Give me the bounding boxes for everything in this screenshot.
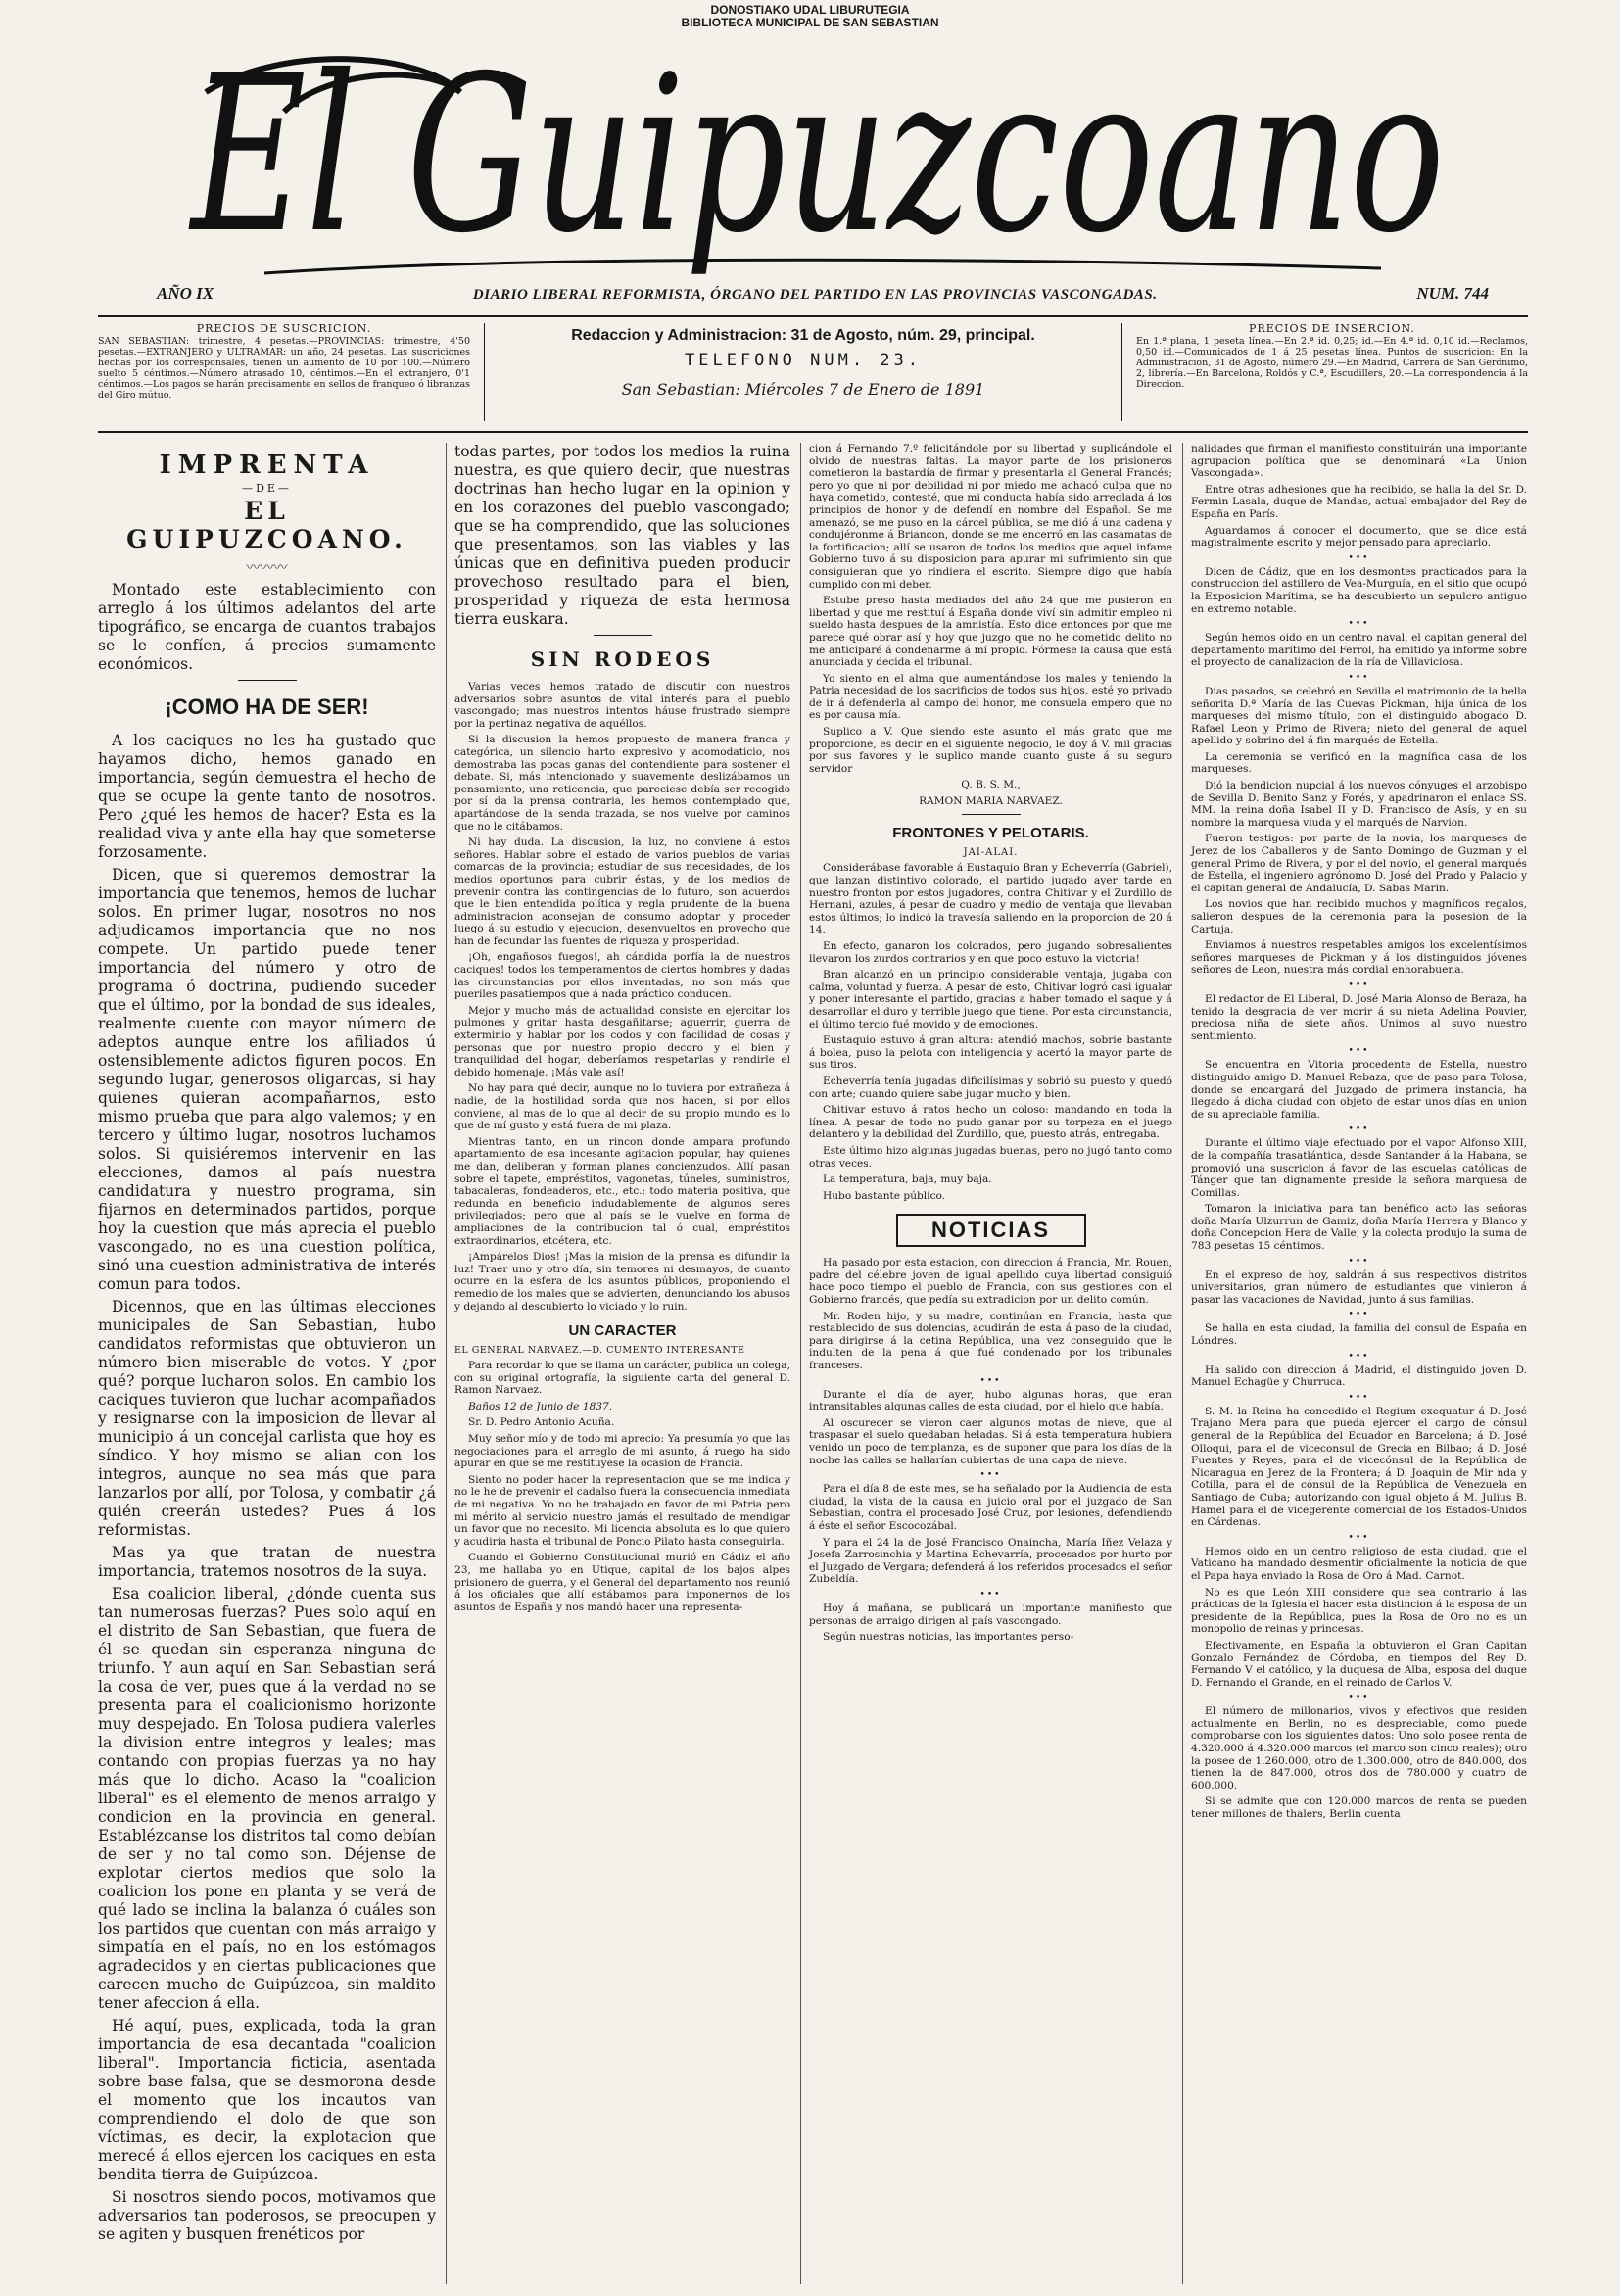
paragraph: Esa coalicion liberal, ¿dónde cuenta sus tan numerosas fuerzas? Pues solo aquí en el distrito de San Sebastian, que fuera de él se quedan sin esperanza ninguna de triunfo. Y aun aquí en San Sebastian será la cosa de ver, pues que á la verdad no se presenta para el coalicionismo horizonte muy despejado. En Tolosa pudiera valerles la division entre integros y leales; mas contando con propias fuerzas ya no hay más que lo dicho. Acaso la "coalicion liberal" es el elemento de menos arraigo y condicion en la provincia en general. Establézcanse los distritos tal como debían de ser y no tal como son. Déjense de explotar ciertos medios que solo la coalicion los pone en planta y se verá de qué lado se inclina la balanza ó cuáles son los partidos que cuentan con más arraigo y simpatía en el país, no en los estómagos agradecidos y en ciertas publicaciones que carecen mucho de Guipúzcoa, sin maldito tener afeccion á ella. (98, 1585, 436, 2012)
paragraph: Ha pasado por esta estacion, con direccion á Francia, Mr. Rouen, padre del célebre joven de igual apellido cuya libertad consiguió hace poco tiempo el pueblo de Francia, con sus gestiones con el Gobierno francés, que pedía su extradicion por un delito común. (809, 1257, 1172, 1307)
paragraph: todas partes, por todos los medios la ruina nuestra, es que quiero decir, que nuestras doctrinas han hecho lugar en la opinion y en los corazones del pueblo vascongado; que se ha comprendido, que las soluciones que presentamos, son las viables y las únicas que en definitiva pueden producir provechoso resultado para el bien, prosperidad y riqueza de esta hermosa tierra euskara. (454, 443, 790, 628)
paragraph: Mr. Roden hijo, y su madre, continúan en Francia, hasta que restablecido de sus dolencias, acudirán de esta á paso de la ciudad, para dirigirse á la cetina República, una vez conseguido que le indulten de la pena á que fué condenado por los tribunales franceses. (809, 1310, 1172, 1372)
paragraph: Durante el día de ayer, hubo algunas horas, que eran intransitables algunas calles de esta ciudad, por el hielo que había. (809, 1388, 1172, 1413)
paragraph: Estube preso hasta mediados del año 24 que me pusieron en libertad y que me restituí á España donde viví sin admitir empleo ni sueldo hasta despues de la amnistía. Esto dice entonces por que me parece qué obrar así y hoy que juzgo que no he cometido delito no me anticiparé á condenarme á mí propio. Fórmese la causa que está anunciada y decida el tribunal. (809, 595, 1172, 669)
paragraph: Mejor y mucho más de actualidad consiste en ejercitar los pulmones y gritar hasta desgañitarse; aguerrir, guerra de exterminio y hablar por los codos y con facilidad de cosas y personas que por nuestro propio decoro y el bien y tranquilidad del hogar, deberíamos respetarlas y rendirle el debido homenaje. ¡Más vale así! (454, 1004, 790, 1078)
paragraph: Siento no poder hacer la representacion que se me indica y no le he de prevenir el cadalso fuera la consecuencia inmediata de mi negativa. Yo no he trabajado en favor de mi Patria pero mi mérito al servicio nuestro jamás el resultado de mendigar un favor que no necesito. Mi licencia absoluta es lo que quiero y acudiría hasta el tribunal de Poncio Pilato hasta conseguirla. (454, 1473, 790, 1548)
paragraph: A los caciques no les ha gustado que hayamos dicho, hemos ganado en importancia, según demuestra el hecho de que se ocupe la gente tanto de nosotros. Pero ¿qué les hemos de hacer? Esta es la realidad viva y ante ella hay que someterse forzosamente. (98, 732, 436, 861)
paragraph: Cuando el Gobierno Constitucional murió en Cádiz el año 23, me hallaba yo en Utique, capital de los bajos alpes prisionero de guerra, y el General del departamento nos reunió á los oficiales que allí estábamos para imponernos de los asuntos de España y nos mandó hacer una representa- (454, 1552, 790, 1613)
separator: ••• (1348, 1046, 1370, 1057)
imprenta-de: —DE— (242, 482, 292, 495)
columns-rule (98, 431, 1528, 433)
paragraph: Sr. D. Pedro Antonio Acuña. (468, 1416, 615, 1429)
separator: ••• (1348, 619, 1370, 630)
separator: ••• (979, 1589, 1002, 1600)
paragraph: Los novios que han recibido muchos y magníficos regalos, salieron despues de la ceremonia para la posesion de la Cartuja. (1191, 898, 1527, 935)
imprenta-text: Montado este establecimiento con arreglo á los últimos adelantos del arte tipográfico, se encarga de cuantos trabajos se le confíen, á precios sumamente económicos. (98, 581, 436, 673)
masthead-logo (167, 24, 1469, 298)
paragraph: Suplico a V. Que siendo este asunto el más grato que me proporcione, es decir en el siguiente negocio, le doy á V. mil gracias por sus favores y le suplico mande cuanto guste á su seguro servidor (809, 726, 1172, 775)
svg-text:El Guipuzcoano: El Guipuzcoano (188, 29, 1446, 280)
paragraph: El redactor de El Liberal, D. José María Alonso de Beraza, ha tenido la desgracia de ver morir á su nieta Adelina Pouvier, preciosa niña de siete años. Unimos al suyo nuestro sentimiento. (1191, 992, 1527, 1042)
article-title: UN CARACTER (568, 1322, 677, 1340)
masthead-bar (157, 284, 1489, 304)
paragraph: No es que León XIII considere que sea contrario á las prácticas de la Iglesia el hacer esta distincion á la esposa de un presidente de la República, pues la Rosa de Oro no es un monopolio de reinas y princesas. (1191, 1586, 1527, 1636)
insertion-box (1136, 323, 1528, 421)
paragraph: Dias pasados, se celebró en Sevilla el matrimonio de la bella señorita D.ª María de las Cuevas Pickman, hija única de los marqueses del mismo título, con el distinguido abogado D. Rafael Leon y Primo de Rivera; nieto del general de aquel apellido y sobrino del á fin marqués de Estella. (1191, 685, 1527, 747)
issue-number: NUM. 744 (1416, 284, 1489, 303)
paragraph: Aguardamos á conocer el documento, que se dice está magistralmente escrito y mejor pensado para apreciarlo. (1191, 524, 1527, 550)
paragraph: Yo siento en el alma que aumentándose los males y teniendo la Patria necesidad de los sacrificios de todos sus hijos, esté yo privado de ir á defenderla al campo del honor, me consuela empero que no es por causa mía. (809, 672, 1172, 722)
paragraph: Y para el 24 la de José Francisco Onaincha, María Iñez Velaza y Josefa Zarrosinchia y Martina Echevarría, procesados por hurto por el Juzgado de Vergara; defenderá á los referidos procesados el señor Zubeldía. (809, 1536, 1172, 1586)
paragraph: Si la discusion la hemos propuesto de manera franca y categórica, un silencio harto expresivo y acomodaticio, nos demostraba las pocas ganas del contendiente para sostener el debate. Si, más intencionado y suavemente deslizábamos un pensamiento, una reticencia, que pareciese debía ser recogido por sí da la prensa contraria, les hemos contemplado que, apartándose de la senda trazada, se nos vuelve por caminos que no le citábamos. (454, 734, 790, 833)
article-title: SIN RODEOS (530, 647, 715, 671)
paragraph: Durante el último viaje efectuado por el vapor Alfonso XIII, de la compañía trasatlántica, desde Santander á la Habana, se promovió una suscricion á favor de las escuelas católicas de Tánger que tan dignamente preside la señora marquesa de Comillas. (1191, 1137, 1527, 1199)
paragraph: Al oscurecer se vieron caer algunos motas de nieve, que al traspasar el suelo quedaban heladas. Si á esta temperatura hubiera venido un poco de templanza, es de suponer que para los días de la noche las calles se hallarían cubiertas de una capa de nieve. (809, 1416, 1172, 1466)
paragraph: Eustaquio estuvo á gran altura: atendió machos, sobrie bastante á bolea, puso la pelota con inteligencia y acertó la mayor parte de sus tiros. (809, 1034, 1172, 1072)
paragraph: Si se admite que con 120.000 marcos de renta se pueden tener millones de thalers, Berlin cuenta (1191, 1795, 1527, 1821)
article-title: FRONTONES Y PELOTARIS. (892, 825, 1089, 842)
imprenta-title: IMPRENTA (159, 451, 375, 480)
paragraph: Ni hay duda. La discusion, la luz, no conviene á estos señores. Hablar sobre el estado de varios pueblos de varias comarcas de la provincia; estudiar de sus necesidades, de los medios oportunos para cubrir éstas, y de los medios de prevenir contra las contingencias de lo futuro, son acuerdos que le bien entendida política y regla prudente de la buena administracion aconsejan de consumo adoptar y proceder luego á su estudio y ejecucion, desenvueltos en provecho que han de fecundar las fuentes de riqueza y prosperidad. (454, 837, 790, 947)
paragraph: Entre otras adhesiones que ha recibido, se halla la del Sr. D. Fermin Lasala, duque de Mandas, actual embajador del Rey de España en París. (1191, 483, 1527, 520)
paragraph: ¡Ampárelos Dios! ¡Mas la mision de la prensa es difundir la luz! Traer uno y otro día, sin temores ni desmayos, de cuanto ocurre en la esfera de los asuntos públicos, proponiendo el remedio de los males que se advierten, denunciando los abusos y dejando al descubierto lo viciado y lo ruin. (454, 1251, 790, 1313)
paragraph: nalidades que firman el manifiesto constituirán una importante agrupacion política que se denominará «La Union Vascongada». (1191, 443, 1527, 480)
stamp-line-1: DONOSTIAKO UDAL LIBURUTEGIA (710, 3, 910, 17)
paragraph: Baños 12 de Junio de 1837. (468, 1400, 613, 1412)
paragraph: La temperatura, baja, muy baja. (823, 1173, 992, 1186)
divider (594, 635, 652, 636)
paragraph: Dió la bendicion nupcial á los nuevos cónyuges el arzobispo de Sevilla D. Benito Sanz y Forés, y apadrinaron el enlace SS. MM. la reina doña Isabel II y D. Francisco de Asís, y en su nombre la marquesa viuda y el marqués de Narvion. (1191, 780, 1527, 829)
paragraph: Efectivamente, en España la obtuvieron el Gran Capitan Gonzalo Fernández de Córdoba, en tiempos del Rey D. Fernando V el católico, y la duquesa de Alba, esposa del duque D. Fernando el Grande, en el reinado de Carlos V. (1191, 1639, 1527, 1689)
separator: ••• (1348, 552, 1370, 563)
telephone: TELEFONO NUM. 23. (685, 351, 922, 370)
column-2 (446, 443, 790, 2284)
paragraph: Para el día 8 de este mes, se ha señalado por la Audiencia de esta ciudad, la vista de la causa en juicio oral por el juzgado de San Sebastian, contra el procesado José Cruz, por lesiones, defendiendo á éste el señor Escocozábal. (809, 1483, 1172, 1532)
paragraph: Este último hizo algunas jugadas buenas, pero no jugó tanto como otras veces. (809, 1144, 1172, 1170)
top-rule (98, 315, 1528, 317)
paragraph: Se halla en esta ciudad, la familia del consul de España en Lóndres. (1191, 1322, 1527, 1348)
separator: ••• (1348, 1310, 1370, 1320)
subscription-title: PRECIOS DE SUSCRICION. (196, 322, 372, 335)
paragraph: Hé aquí, pues, explicada, toda la gran importancia de esa decantada "coalicion liberal". Importancia ficticia, asentada sobre base falsa, que se desmorona desde el momento que los incautos van comprendiendo el dolo de que son víctimas, es decir, la explotacion que merecé á ellos ejercen los caciques en esta bendita tierra de Guipúzcoa. (98, 2017, 436, 2183)
issue-date: San Sebastian: Miércoles 7 de Enero de 1891 (621, 380, 985, 399)
paragraph: Considerábase favorable á Eustaquio Bran y Echeverría (Gabriel), que lanzan distintivo colorado, el partido jugado ayer tarde en nuestro fronton por estos jugadores, contra Chitivar y el Zurdillo de Hernani, azules, á pesar de cuadro y medio de ventaja que llevaban estos últimos; lo indicó la travesía saliendo en la proporcion de 20 á 14. (809, 862, 1172, 936)
paragraph: Mas ya que tratan de nuestra importancia, tratemos nosotros de la suya. (98, 1544, 436, 1580)
separator: ••• (1348, 1392, 1370, 1403)
insertion-title: PRECIOS DE INSERCION. (1249, 322, 1415, 335)
article-subtitle: EL GENERAL NARVAEZ.—D. CUMENTO INTERESANTE (454, 1345, 745, 1357)
paragraph: Bran alcanzó en un principio considerable ventaja, jugaba con calma, voluntad y fuerza. A pesar de esto, Chitivar logró casi igualar y poner interesante el partido, gracias a haber tomado el saque y á desarrollar el duro y terrible juego que tiene. Por esta circunstancia, el último tercio fué movido y de emociones. (809, 969, 1172, 1030)
article-title: ¡COMO HA DE SER! (165, 694, 369, 719)
paragraph: cion á Fernando 7.º felicitándole por su libertad y suplicándole el olvido de nuestras faltas. La mayor parte de los prisioneros cometieron la bastardía de firmar y presentarla al General Francés; pero yo que ni por debilidad ni por miedo me achacó culpa que no haya cometido, contesté, que mi conducta había sido arreglada á los principios de honor y de defendí en nombre del Español. Se me amenazó, se me puso en la cárcel pública, se me dió á una cadena y condujéronme á Briancon, donde se me encerró en las casamatas de la fortificacion; allí se usaron de todos los medios que aquel infame Gobierno tuvo á su disposicion para apurar mi sufrimiento sin que consiguieran que yo rindiera el escrito. Siempre digo que había cumplido con mi deber. (809, 443, 1172, 591)
office-box (484, 323, 1122, 421)
subtitle: DIARIO LIBERAL REFORMISTA, ÓRGANO DEL PARTIDO EN LAS PROVINCIAS VASCONGADAS. (472, 287, 1158, 303)
info-strip (98, 323, 1528, 421)
insertion-text: En 1.ª plana, 1 peseta línea.—En 2.ª id. 0,25; id.—En 4.ª id. 0,10 id.—Reclamos, 0,50 id.—Comunicados de 1 á 25 pesetas línea. Puntos de suscricion: En la Administracion, 31 de Agosto, número 29.—En Madrid, Carrera de San Gerónimo, 2, librería.—En Barcelona, Roldós y C.ª, Escudillers, 20.—La correspondencia á la Direccion. (1136, 336, 1528, 390)
paragraph: Dicennos, que en las últimas elecciones municipales de San Sebastian, hubo candidatos reformistas que obtuvieron un número bien miserable de votos. Y ¿por qué? porque lucharon solos. En cambio los caciques tuvieron que luchar acompañados y resignarse con la imposicion de llevar al municipio á un concejal carlista que hoy es síndico. Y hoy mismo se alian con los integros, aunque no sea más que para lanzarlos por allí, por Tolosa, y combatir ¿á quién creerán ustedes? Pues á los reformistas. (98, 1298, 436, 1539)
imprenta-name: EL GUIPUZCOANO. (126, 497, 407, 553)
paragraph: En efecto, ganaron los colorados, pero jugando sobresalientes llevaron los zurdos contrarios y en que poco estuvo la victoria! (809, 940, 1172, 965)
paragraph: Según nuestras noticias, las importantes perso- (823, 1631, 1074, 1644)
year-label: AÑO IX (157, 284, 214, 303)
column-1 (98, 443, 436, 2284)
paragraph: S. M. la Reina ha concedido el Regium exequatur á D. José Trajano Mera para que pueda ejercer el cargo de cónsul general de la República del Ecuador en Barcelona; á D. José Olloqui, para el de viceconsul de Grecia en Bilbao; á D. José Fuentes y Reyes, para el de vicecónsul de la República de Nicaragua en Jerez de la Frontera; á D. Joaquin de Mir nda y Cotilla, para el de cónsul de la República de Venezuela en Santiago de Cuba; autorizando con igual objeto á M. Julius B. Hamel para el de vicegerente comercial de los Estados-Unidos en Cárdenas. (1191, 1405, 1527, 1529)
paragraph: Mientras tanto, en un rincon donde ampara profundo apartamiento de esa incesante agitacion popular, hay quienes me dan, deliberan y forman planes concienzudos. Allí pasan sobre el tapete, empréstitos, vagonetas, túneles, suministros, tabacaleras, fondeaderos, etc., etc.; todo materia positiva, que redunda en beneficio indudablemente de algunos seres privilegiados; pero que al país se le vuelve en forma de ampliaciones de la contribucion tal ó cual, empréstitos extraordinarios, etcétera, etc. (454, 1135, 790, 1247)
paragraph: Varias veces hemos tratado de discutir con nuestros adversarios sobre asuntos de vital interés para el pueblo vascongado; mas nuestros intentos háuse frustrado siempre por la pertinaz negativa de aquéllos. (454, 681, 790, 730)
separator: ••• (1348, 1693, 1370, 1703)
signature-line: Q. B. S. M., (961, 779, 1021, 791)
separator: ••• (979, 1375, 1002, 1386)
paragraph: Fueron testigos: por parte de la novia, los marqueses de Jerez de los Caballeros y de Santo Domingo de Guzman y el general Primo de Rivera, y por el del novio, el general marqués de Estella, el ingeniero agrónomo D. José del Prado y Palacio y el capitan general de Andalucía, D. Sabas Marin. (1191, 833, 1527, 894)
paragraph: Según hemos oido en un centro naval, el capitan general del departamento marítimo del Ferrol, ha emitido ya informe sobre el proyecto de canalizacion de la ría de Villaviciosa. (1191, 632, 1527, 669)
signature-name: RAMON MARIA NARVAEZ. (919, 795, 1063, 808)
paragraph: La ceremonia se verificó en la magnífica casa de los marqueses. (1191, 750, 1527, 776)
separator: ••• (1348, 672, 1370, 683)
paragraph: Hubo bastante público. (823, 1189, 946, 1202)
paragraph: Si nosotros siendo pocos, motivamos que adversarios tan poderosos, se preocupen y se agiten y busquen frenéticos por (98, 2188, 436, 2243)
paragraph: Se encuentra en Vitoria procedente de Estella, nuestro distinguido amigo D. Manuel Rebaza, que de paso para Tolosa, donde se encargará del Juzgado de primera instancia, ha llegado á dicha ciudad con objeto de estar unos días en union de su apreciable familia. (1191, 1059, 1527, 1121)
paragraph: Echeverría tenía jugadas dificilísimas y sobrió su puesto y quedó con arte; cuando quiere sabe jugar mucho y bien. (809, 1075, 1172, 1100)
subscription-box (98, 323, 470, 421)
paragraph: Chitivar estuvo á ratos hecho un coloso: mandando en toda la línea. A pesar de todo no pudo ganar por su torpeza en el juego delantero y la debilidad del Zurdillo, que, puesto atrás, entregaba. (809, 1104, 1172, 1141)
subscription-text: SAN SEBASTIAN: trimestre, 4 pesetas.—PROVINCIAS: trimestre, 4'50 pesetas.—EXTRANJERO y ULTRAMAR: un año, 24 pesetas. Las suscriciones hechas por los corresponsales, tienen un aumento de 10 por 100.—Número suelto 5 céntimos.—Número atrasado 10, céntimos.—En el extranjero, 0'1 céntimos.—Los pagos se harán precisamente en sellos de franqueo ó libranzas del Giro mútuo. (98, 336, 470, 401)
paragraph: Hoy á mañana, se publicará un importante manifiesto que personas de arraigo dirigen al país vascongado. (809, 1602, 1172, 1627)
paragraph: Muy señor mío y de todo mi aprecio: Ya presumía yo que las negociaciones para el arreglo de mi asunto, á ruego ha sido apurar en que se me restituyese la ocasion de Francia. (454, 1433, 790, 1470)
paragraph: Hemos oido en un centro religioso de esta ciudad, que el Vaticano ha mandado desmentir oficialmente la noticia de que el Papa haya enviado la Rosa de Oro á Mad. Carnot. (1191, 1545, 1527, 1582)
column-4 (1182, 443, 1527, 2284)
paragraph: Tomaron la iniciativa para tan benéfico acto las señoras doña María Ulzurrun de Gamiz, doña María Herrera y Blanco y doña Concepcion Hera de Valle, y la colecta produjo la suma de 783 pesetas 15 céntimos. (1191, 1203, 1527, 1253)
separator: ••• (1348, 1256, 1370, 1267)
stamp-line-2: BIBLIOTECA MUNICIPAL DE SAN SEBASTIAN (681, 16, 939, 29)
paragraph: Ha salido con direccion á Madrid, el distinguido joven D. Manuel Echagüe y Churruca. (1191, 1363, 1527, 1389)
separator: ••• (1348, 1124, 1370, 1135)
section-title: NOTICIAS (896, 1214, 1086, 1247)
paragraph: Enviamos á nuestros respetables amigos los excelentísimos señores marqueses de Pickman y á los distinguidos jóvenes señores de Leon, nuestra más cordial enhorabuena. (1191, 939, 1527, 977)
ornament-icon: 〰〰〰 (246, 560, 288, 576)
separator: ••• (1348, 980, 1370, 990)
column-3 (800, 443, 1172, 2284)
separator: ••• (979, 1470, 1002, 1481)
paragraph: Dicen de Cádiz, que en los desmontes practicados para la construccion del astillero de Vea-Murguía, en el sitio que ocupó la Exposicion Marítima, se ha descubierto un sepulcro antiguo en extremo notable. (1191, 565, 1527, 615)
divider (962, 814, 1021, 815)
paragraph: No hay para qué decir, aunque no lo tuviera por extrañeza á nadie, de la hostilidad sorda que nos hacen, si por ellos conviene, al mas de lo que al decir de su propio mundo es lo que de mí gusto y está fuera de mi plaza. (454, 1082, 790, 1132)
columns (98, 443, 1528, 2284)
paragraph: Para recordar lo que se llama un carácter, publica un colega, con su original ortografía, la siguiente carta del general D. Ramon Narvaez. (454, 1360, 790, 1397)
paragraph: ¡Oh, engañosos fuegos!, ah cándida porfía la de nuestros caciques! todos los temperamentos de ciertos hombres y dadas las circunstancias por ellos inventadas, no son más que pueriles pasatiempos que á nada práctico conducen. (454, 951, 790, 1001)
separator: ••• (1348, 1351, 1370, 1362)
paragraph: Dicen, que si queremos demostrar la importancia que tenemos, hemos de luchar solos. En primer lugar, nosotros no nos adjudicamos importancia que no nos compete. Un partido puede tener importancia del número y otro de programa ó doctrina, pudiendo suceder que el último, por la bondad de sus ideales, realmente cuente con mayor número de adeptos aunque entre los afiliados ú ostensiblemente adictos figuren pocos. En segundo lugar, generosos oligarcas, si hay quienes quieran acompañarnos, esto mismo prueba que para algo valemos; y en tercero y último lugar, nosotros luchamos solos. Si quisiéremos intervenir en las elecciones, damos al país nuestra candidatura y nuestro programa, sin fijarnos en determinados partidos, porque hoy la cuestion que más aprecia el pueblo vascongado, no es una cuestion política, sinó una cuestion administrativa de interés comun para todos. (98, 866, 436, 1293)
paragraph: El número de millonarios, vivos y efectivos que residen actualmente en Berlin, no es despreciable, como puede comprobarse con los siguientes datos: Uno solo posee renta de 4.320.000 á 4.320.000 marcos (el marco son cinco reales); otro la posee de 1.260.000, otro de 1.300.000, otro de 840.000, dos tienen la de 847.000, otros dos de 780.000 y cuatro de 600.000. (1191, 1705, 1527, 1792)
separator: ••• (1348, 1532, 1370, 1543)
paragraph: En el expreso de hoy, saldrán á sus respectivos distritos universitarios, gran número de estudiantes que vinieron á pasar las vacaciones de Navidad, junto á sus familias. (1191, 1268, 1527, 1306)
office-address: Redaccion y Administracion: 31 de Agosto, núm. 29, principal. (571, 327, 1035, 344)
article-subtitle: JAI-ALAI. (963, 847, 1019, 859)
divider (238, 680, 297, 681)
